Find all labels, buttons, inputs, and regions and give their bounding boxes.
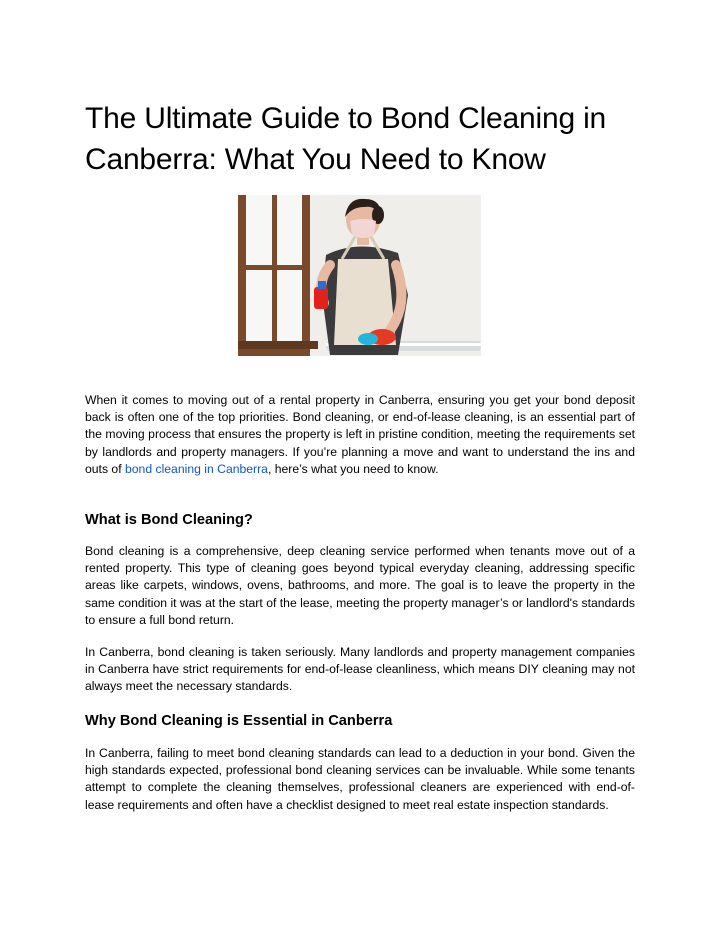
bond-cleaning-link[interactable]: bond cleaning in Canberra: [124, 461, 268, 476]
cleaner-illustration: [238, 195, 481, 356]
cleaner-photo: [238, 195, 481, 356]
section2-paragraph-1: In Canberra, failing to meet bond cleaning standards can lead to a deduction in your bond. Given the high standards expected, professional bond cleaning services can be invaluable. While some tenants attempt to complete the cleaning themselves, professional cleaners are experienced with end-of-lease requirements and often have a checklist designed to meet real estate inspection standards.: [85, 746, 635, 812]
section1-paragraph-2: In Canberra, bond cleaning is taken seriously. Many landlords and property management companies in Canberra have strict requirements for end-of-lease cleanliness, which means DIY cleaning may not always meet the necessary standards.: [85, 645, 635, 694]
title-line-2: Canberra: What You Need to Know: [85, 143, 546, 176]
section1-paragraph-1: Bond cleaning is a comprehensive, deep cleaning service performed when tenants move out of a rented property. This type of cleaning goes beyond typical everyday cleaning, addressing specific areas like carpets, windows, ovens, bathrooms, and more. The goal is to leave the property in the same condition it was at the start of the lease, meeting the property manager’s or landlord's standards to ensure a full bond return.: [85, 544, 635, 627]
intro-paragraph: [85, 392, 635, 478]
intro-text-after-link: , here’s what you need to know.: [267, 461, 439, 476]
section-heading-what-is-bond-cleaning: What is Bond Cleaning?: [85, 512, 253, 528]
section-heading-why-essential: Why Bond Cleaning is Essential in Canberra: [85, 713, 393, 729]
title-line-1: The Ultimate Guide to Bond Cleaning in: [85, 102, 607, 135]
intro-text-before-link: When it comes to moving out of a rental property in Canberra, ensuring you get your bond deposit back is often one of the top priorities. Bond cleaning, or end-of-lease cleaning, is an essential part of the moving process that ensures the property is left in pristine condition, meeting the requirements set by landlords and property managers. If you’re planning a move and want to understand the ins and outs of: [85, 393, 635, 476]
page-title: [85, 98, 645, 180]
